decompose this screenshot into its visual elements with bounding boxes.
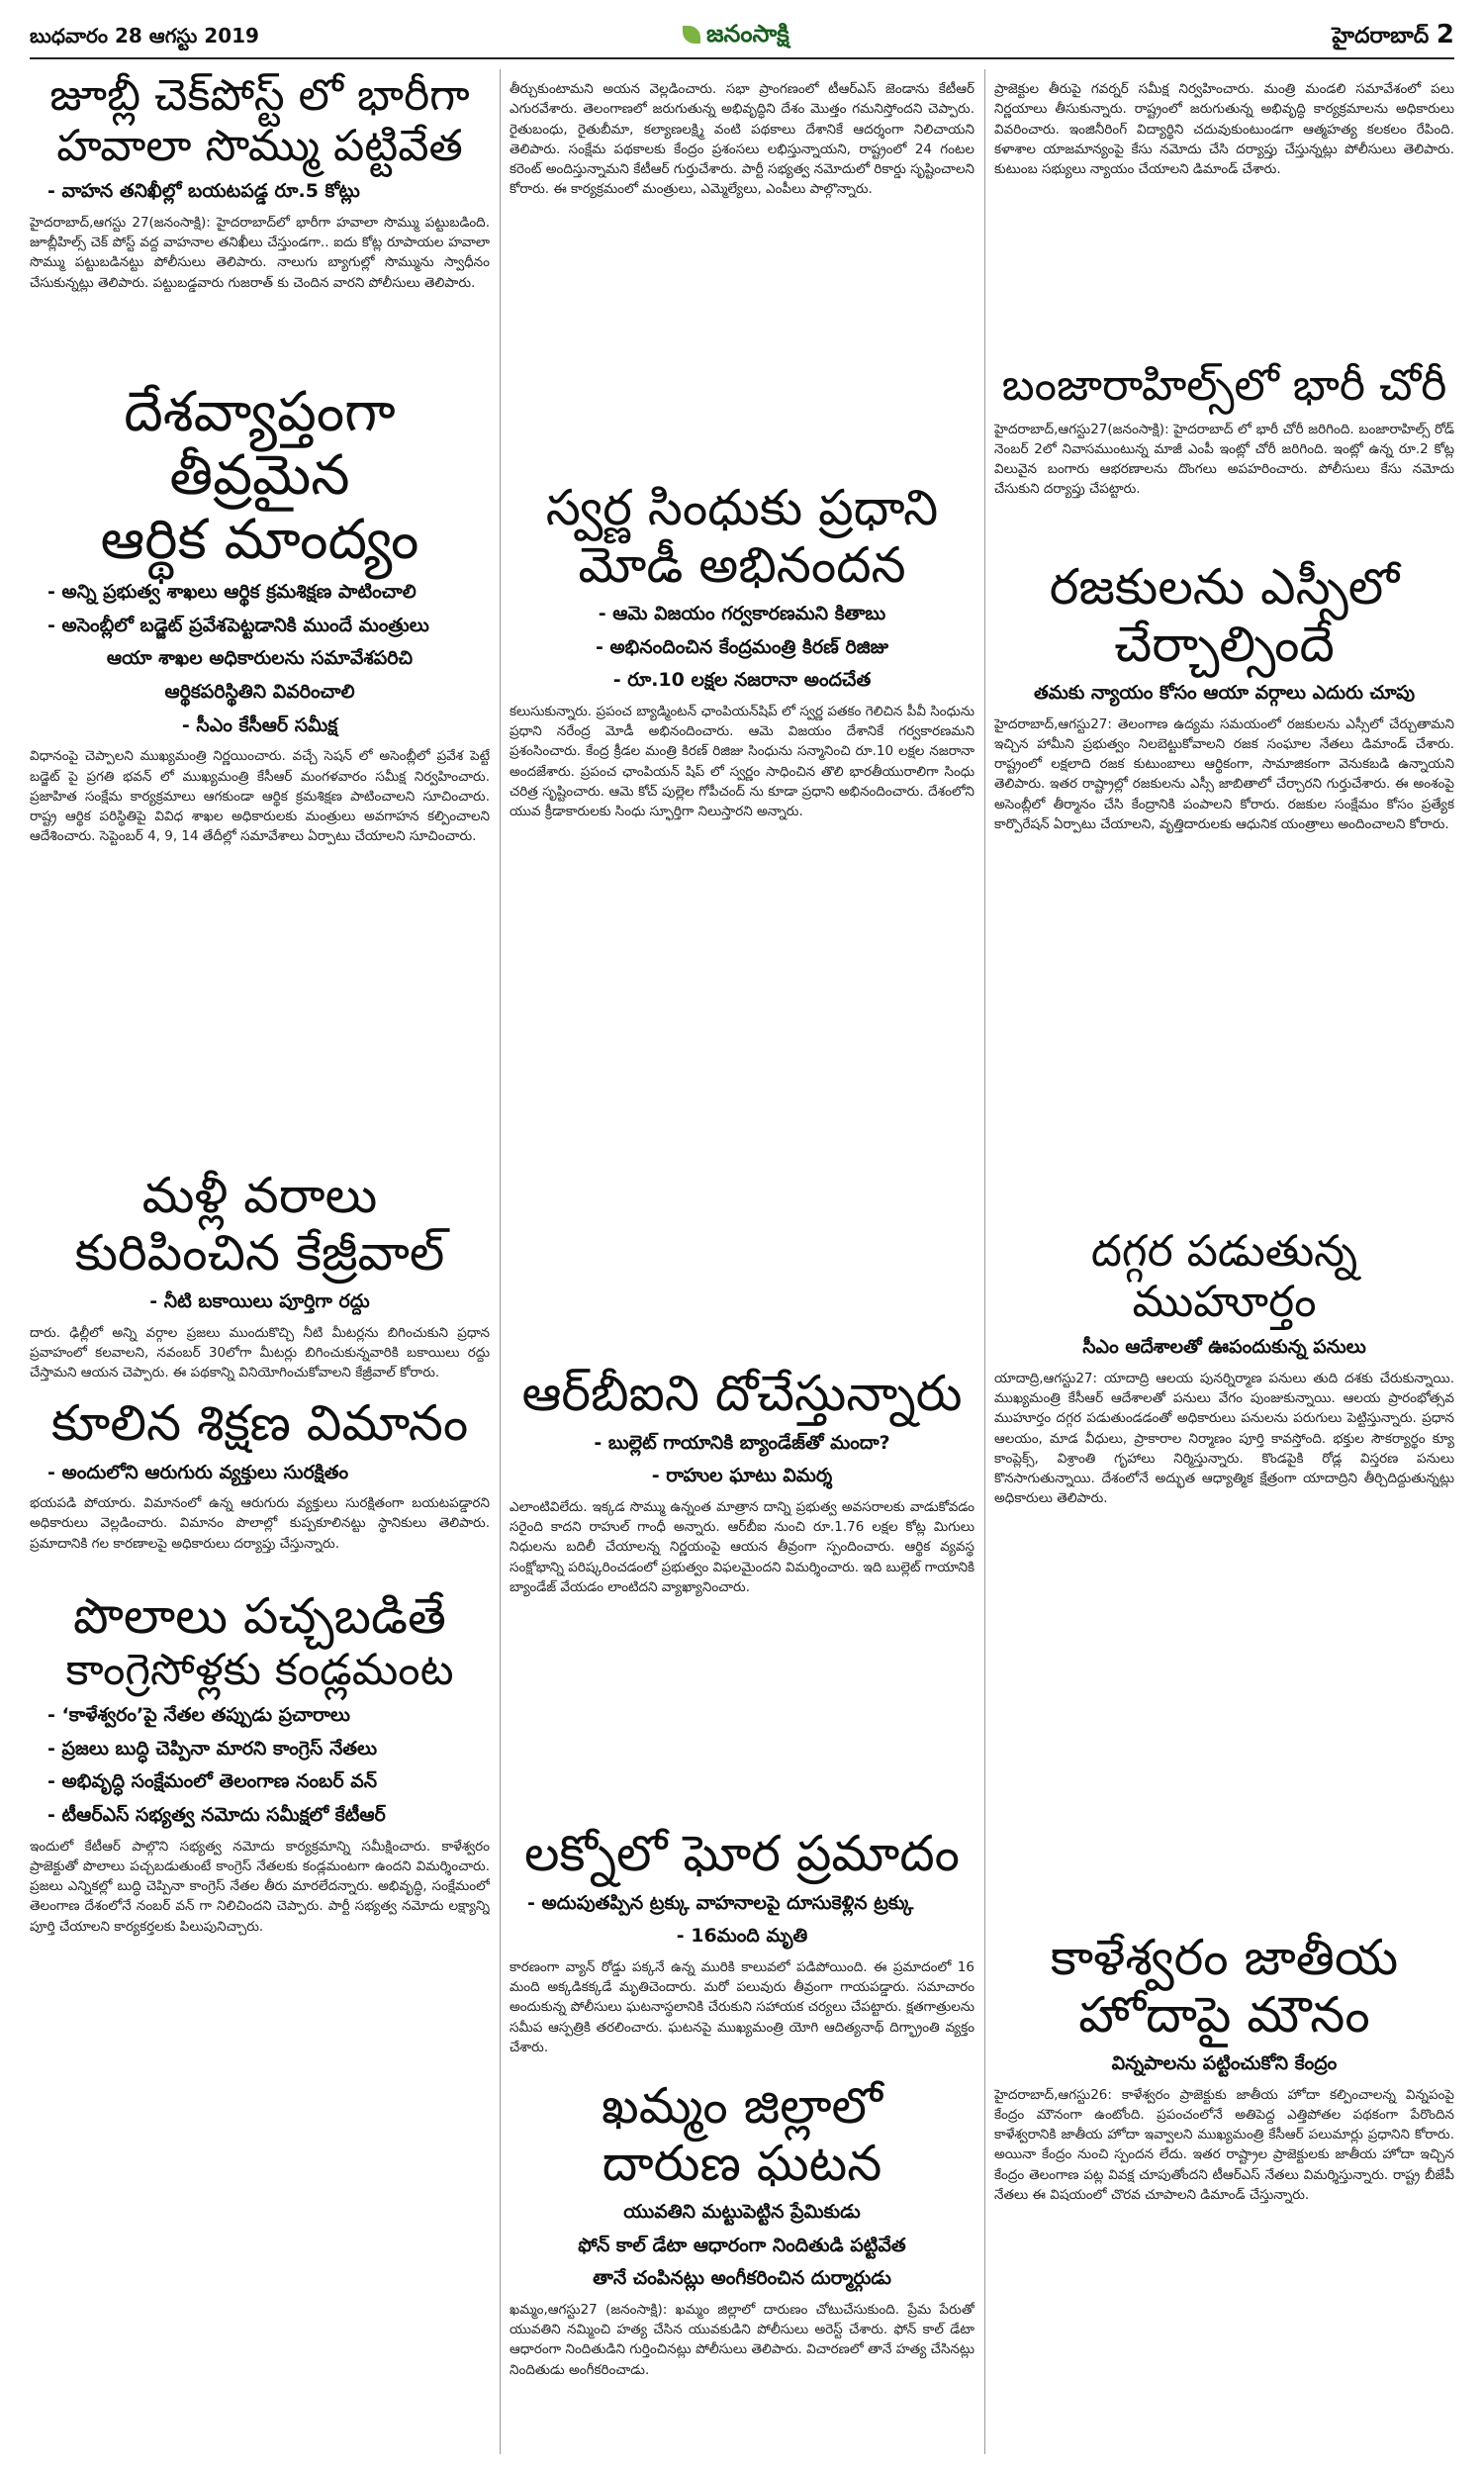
subheadline: - ఆమె విజయం గర్వకారణమని కితాబు xyxy=(598,603,886,624)
headline: పొలాలు పచ్చబడితే xyxy=(73,1588,446,1645)
headline: జూబ్లీ చెక్‌పోస్ట్‌ లో భారీగా xyxy=(49,71,470,121)
subheadline: - సీఎం కేసీఆర్‌ సమీక్ష xyxy=(181,714,338,736)
article-lucknow-accident xyxy=(510,1826,974,2063)
headline: స్వర్ణ సింధుకు ప్రధాని xyxy=(545,480,939,536)
column-divider xyxy=(984,69,985,2454)
subheadline: తానే చంపినట్లు అంగీకరించిన దుర్మార్గుడు xyxy=(593,2267,891,2290)
masthead xyxy=(30,14,1454,59)
subheadline: - టీఆర్‌ఎస్‌ సభ్యత్వ నమోదు సమీక్షలో కేటీఆర్‌ xyxy=(47,1804,386,1827)
article-body: కారణంగా వ్యాన్‌ రోడ్డు పక్కనే ఉన్న మురికి కాలువలో పడిపోయింది. ఈ ప్రమాదంలో 16 మంది అక్కడికక్కడే మృతిచెందారు. మరో పలువురు తీవ్రంగా గాయపడ్డారు. సమాచారం అందుకున్న పోలీసులు ఘటనాస్థలానికి చేరుకుని సహాయక చర్యలు చేపట్టారు. క్షతగాత్రులను సమీప ఆస్పత్రికి తరలించారు. ఘటనపై ముఖ్యమంత్రి యోగి ఆదిత్యనాథ్‌ దిగ్భ్రాంతి వ్యక్తం చేశారు. xyxy=(510,1958,974,2055)
headline: లక్నోలో ఘోర ప్రమాదం xyxy=(523,1826,961,1882)
logo-text: జనంసాక్షి xyxy=(706,20,789,48)
subheadline: విన్నపాలను పట్టించుకోని కేంద్రం xyxy=(1111,2052,1338,2074)
article-banjara-hills-theft xyxy=(994,361,1454,549)
article-body: ఇందులో కేటీఆర్‌ పాల్గొని సభ్యత్వ నమోదు కార్యక్రమాన్ని సమీక్షించారు. కాళేశ్వరం ప్రాజెక్టుతో పొలాలు పచ్చబడుతుంటే కాంగ్రెస్‌ నేతలకు కండ్లమంటగా ఉందని విమర్శించారు. ప్రజలు ఎన్నికల్లో బుద్ధి చెప్పినా కాంగ్రెస్‌ నేతల తీరు మారలేదన్నారు. అభివృద్ధి, సంక్షేమంలో తెలంగాణ దేశంలోనే నంబర్‌ వన్‌ గా నిలిచిందని చెప్పారు. పార్టీ సభ్యత్వ నమోదు లక్ష్యాన్ని పూర్తి చేయాలని కార్యకర్తలకు పిలుపునిచ్చారు. xyxy=(30,1838,490,1935)
article-body: హైదరాబాద్‌,ఆగస్టు 27(జనంసాక్షి): హైదరాబాద్‌లో భారీగా హవాలా సొమ్ము పట్టుబడింది. జూబ్లీహిల్స్‌ చెక్‌ పోస్ట్‌ వద్ద వాహనాల తనిఖీలు చేస్తుండగా.. ఐదు కోట్ల రూపాయల హవాలా సొమ్ము పట్టుబడినట్టు పోలీసులు తెలిపారు. నాలుగు బ్యాగుల్లో సొమ్మును స్వాధీనం చేసుకున్నట్లు తెలిపారు. పట్టుబడ్డవారు గుజరాత్‌ కు చెందిన వారని పోలీసులు తెలిపారు. xyxy=(30,214,490,291)
headline: కూలిన శిక్షణ విమానం xyxy=(50,1395,469,1452)
headline: దగ్గర పడుతున్న ముహూర్తం xyxy=(1090,1227,1358,1327)
article-plane-crash xyxy=(30,1395,490,1573)
newspaper-logo xyxy=(683,20,789,53)
headline: మోడీ అభినందన xyxy=(578,535,906,594)
subheadline: యువతిని మట్టుపెట్టిన ప్రేమికుడు xyxy=(623,2201,861,2223)
article-body: విధానంపై చెప్పాలని ముఖ్యమంత్రి నిర్ణయించారు. వచ్చే సెషన్‌ లో అసెంబ్లీలో ప్రవేశ పెట్టే బడ్జెట్‌ పై ప్రగతి భవన్‌ లో ముఖ్యమంత్రి కేసీఆర్‌ మంగళవారం సమీక్ష నిర్వహించారు. ప్రజాహిత సంక్షేమ కార్యక్రమాలు ఆగకుండా ఆర్థిక క్రమశిక్షణ పాటించాలని సూచించారు. రాష్ట్ర ఆర్థిక పరిస్థితిపై వివిధ శాఖల అధికారులకు మంత్రులు అవగాహన కల్పించాలని ఆదేశించారు. సెప్టెంబర్‌ 4, 9, 14 తేదీల్లో సమావేశాలు ఏర్పాటు చేయాలని సూచించారు. xyxy=(30,748,490,845)
article-continued-ktr xyxy=(510,71,974,467)
headline: దేశవ్యాప్తంగా తీవ్రమైన xyxy=(124,381,396,509)
article-body: హైదరాబాద్‌,ఆగస్టు27: తెలంగాణ ఉద్యమ సమయంలో రజకులను ఎస్సీలో చేర్చుతామని ఇచ్చిన హామీని ప్రభుత్వం నిలబెట్టుకోవాలని రజక సంఘాల నేతలు డిమాండ్‌ చేశారు. రాష్ట్రంలో లక్షలాది రజక కుటుంబాలు ఆర్థికంగా, సామాజికంగా వెనుకబడి ఉన్నాయని తెలిపారు. ఇతర రాష్ట్రాల్లో రజకులను ఎస్సీ జాబితాలో చేర్చారని గుర్తుచేశారు. ఈ అంశంపై అసెంబ్లీలో తీర్మానం చేసి కేంద్రానికి పంపాలని కోరారు. రజకుల సంక్షేమం కోసం ప్రత్యేక కార్పొరేషన్‌ ఏర్పాటు చేయాలని, వృత్తిదారులకు ఆధునిక యంత్రాలు అందించాలని కోరారు. xyxy=(994,715,1454,832)
subheadline: ఫోన్‌ కాల్‌ డేటా ఆధారంగా నిందితుడి పట్టివేత xyxy=(578,2234,906,2256)
article-body: ప్రాజెక్టుల తీరుపై గవర్నర్‌ సమీక్ష నిర్వహించారు. మంత్రి మండలి సమావేశంలో పలు నిర్ణయాలు తీసుకున్నారు. రాష్ట్రంలో జరుగుతున్న అభివృద్ధి కార్యక్రమాలను అధికారులు వివరించారు. ఇంజినీరింగ్‌ విద్యార్థిని చదువుకుంటుండగా ఆత్మహత్య కలకలం రేపింది. కళాశాల యాజమాన్యంపై కేసు నమోదు చేసి దర్యాప్తు చేస్తున్నట్లు పోలీసులు తెలిపారు. కుటుంబ సభ్యులు న్యాయం చేయాలని డిమాండ్‌ చేశారు. xyxy=(994,81,1454,177)
article-kejriwal xyxy=(30,1168,490,1390)
headline: ఆర్థిక మాంద్యం xyxy=(100,507,419,572)
article-body: ఎలాంటివిలేదు. ఇక్కడ సొమ్ము ఉన్నంత మాత్రాన దాన్ని ప్రభుత్వ అవసరాలకు వాడుకోవడం సరైంది కాదని రాహుల్‌ గాంధీ అన్నారు. ఆర్‌బీఐ నుంచి రూ.1.76 లక్షల కోట్ల మిగులు నిధులను బదిలీ చేయాలన్న నిర్ణయంపై ఆయన తీవ్రంగా స్పందించారు. ఆర్థిక వ్యవస్థ సంక్షోభాన్ని పరిష్కరించడంలో ప్రభుత్వం విఫలమైందని విమర్శించారు. ఇది బుల్లెట్‌ గాయానికి బ్యాండేజ్‌ వేయడం లాంటిదని వ్యాఖ్యానించారు. xyxy=(510,1498,974,1595)
headline: ఆర్‌బీఐని దోచేస్తున్నారు xyxy=(521,1366,963,1422)
article-economic-slowdown xyxy=(30,381,490,866)
article-body: దారు. ఢిల్లీలో అన్ని వర్గాల ప్రజలు ముందుకొచ్చి నీటి మీటర్లను బిగించుకుని ప్రధాన ప్రవాహంలో కలవాలని, నవంబర్‌ 30లోగా మీటర్లు బిగించుకున్నవారికి బకాయిలు రద్దు చేస్తామని ఆయన చెప్పారు. ఈ పథకాన్ని వినియోగించుకోవాలని కేజ్రీవాల్‌ కోరారు. xyxy=(30,1324,490,1381)
article-sindhu xyxy=(510,480,974,1331)
subheadline: - 16మంది మృతి xyxy=(676,1925,808,1948)
subheadline: - వాహన తనిఖీల్లో బయటపడ్డ రూ.5 కోట్లు xyxy=(47,180,360,203)
subheadline: - రాహుల ఘాటు విమర్శ xyxy=(651,1465,833,1487)
article-kaleshwaram xyxy=(994,1930,1454,2459)
subheadline: - అభివృద్ధి సంక్షేమంలో తెలంగాణ నంబర్‌ వన్‌ xyxy=(47,1770,378,1793)
subheadline: ఆర్థికపరిస్థితిని వివరించాలి xyxy=(164,681,355,704)
headline: హోదాపై మౌనం xyxy=(1078,1985,1370,2044)
page-number: 2 xyxy=(1436,20,1454,49)
article-body: హైదరాబాద్‌,ఆగస్టు26: కాళేశ్వరం ప్రాజెక్టుకు జాతీయ హోదా కల్పించాలన్న విన్నపంపై కేంద్రం మౌనంగా ఉంటోంది. ప్రపంచంలోనే అతిపెద్ద ఎత్తిపోతల పథకంగా పేరొందిన కాళేశ్వరానికి జాతీయ హోదా ఇవ్వాలని ముఖ్యమంత్రి కేసీఆర్‌ పలుమార్లు ప్రధానిని కోరారు. అయినా కేంద్రం నుంచి స్పందన లేదు. ఇతర రాష్ట్రాల ప్రాజెక్టులకు జాతీయ హోదా ఇచ్చిన కేంద్రం తెలంగాణ పట్ల వివక్ష చూపుతోందని టీఆర్‌ఎస్‌ నేతలు విమర్శిస్తున్నారు. రాష్ట్ర బీజేపీ నేతలు ఈ విషయంలో చొరవ చూపాలని డిమాండ్‌ చేస్తున్నారు. xyxy=(994,2086,1454,2203)
headline: బంజారాహిల్స్‌లో భారీ చోరీ xyxy=(1001,361,1447,411)
subheadline: - అసెంబ్లీలో బడ్జెట్‌ ప్రవేశపెట్టడానికి ముందే మంత్రులు xyxy=(47,614,429,636)
subheadline: - రూ.10 లక్షల నజరానా అందచేత xyxy=(612,669,872,692)
subheadline: - అభినందించిన కేంద్రమంత్రి కిరణ్‌ రిజిజు xyxy=(595,635,889,658)
article-body: భయపడి పోయారు. విమానంలో ఉన్న ఆరుగురు వ్యక్తులు సురక్షితంగా బయటపడ్డారని అధికారులు వెల్లడించారు. విమానం పొలాల్లో కుప్పకూలినట్టు స్థానికులు తెలిపారు. ప్రమాదానికి గల కారణాలపై అధికారులు దర్యాప్తు చేస్తున్నారు. xyxy=(30,1495,490,1552)
headline: ఖమ్మం జిల్లాలో xyxy=(602,2078,882,2135)
subheadline: - అన్ని ప్రభుత్వ శాఖలు ఆర్థిక క్రమశిక్షణ పాటించాలి xyxy=(47,581,417,604)
article-body: యాదాద్రి,ఆగస్టు27: యాదాద్రి ఆలయ పునర్నిర్మాణ పనులు తుది దశకు చేరుకున్నాయి. ముఖ్యమంత్రి కేసీఆర్‌ ఆదేశాలతో పనులు వేగం పుంజుకున్నాయి. ఆలయ ప్రారంభోత్సవ ముహూర్తం దగ్గర పడుతుండడంతో అధికారులు పనులను పరుగులు పెట్టిస్తున్నారు. ప్రధాన ఆలయం, మాడ వీధులు, ప్రాకారాల నిర్మాణం పూర్తి కావస్తోంది. భక్తుల సౌకర్యార్థం క్యూ కాంప్లెక్స్‌, విశ్రాంతి గృహాలు నిర్మిస్తున్నారు. కొండపైకి రోడ్ల విస్తరణ పనులు కొనసాగుతున్నాయి. దేశంలోనే అద్భుత ఆధ్యాత్మిక క్షేత్రంగా యాదాద్రిని తీర్చిదిద్దుతున్నట్లు అధికారులు తెలిపారు. xyxy=(994,1370,1454,1507)
article-rbi xyxy=(510,1366,974,1811)
article-body: తీర్చుకుంటామని అయన వెల్లడించారు. సభా ప్రాంగణంలో టీఆర్‌ఎస్‌ జెండాను కేటీఆర్‌ ఎగురవేశారు. తెలంగాణలో జరుగుతున్న అభివృద్ధిని దేశం మొత్తం గమనిస్తోందని చెప్పారు. రైతుబంధు, రైతుబీమా, కల్యాణలక్ష్మి వంటి పథకాలు దేశానికే ఆదర్శంగా నిలిచాయని తెలిపారు. సంక్షేమ పథకాలకు కేంద్రం ప్రశంసలు లభిస్తున్నాయని, రాష్ట్రంలో 24 గంటల కరెంట్‌ అందిస్తున్నామని కేటీఆర్‌ గుర్తుచేశారు. పార్టీ సభ్యత్వ నమోదులో రికార్డు సృష్టించాలని కోరారు. ఈ కార్యక్రమంలో మంత్రులు, ఎమ్మెల్యేలు, ఎంపీలు పాల్గొన్నారు. xyxy=(510,81,974,198)
article-ktr-congress xyxy=(30,1588,490,2459)
subheadline: - ప్రజలు బుద్ధి చెప్పినా మారని కాంగ్రెస్‌ నేతలు xyxy=(47,1737,378,1760)
subheadline: - అందులోని ఆరుగురు వ్యక్తులు సురక్షితం xyxy=(47,1461,349,1483)
headline: హవాలా సొమ్ము పట్టివేత xyxy=(56,120,463,171)
headline: రజకులను ఎస్సీలో xyxy=(1049,559,1400,616)
subheadline: ఆయా శాఖల అధికారులను సమావేశపరిచి xyxy=(106,647,414,670)
leaf-icon xyxy=(683,26,700,44)
article-body: ఖమ్మం,ఆగస్టు27 (జనంసాక్షి): ఖమ్మం జిల్లాలో దారుణం చోటుచేసుకుంది. ప్రేమ పేరుతో యువతిని నమ్మించి హత్య చేసిన యువకుడిని పోలీసులు అరెస్ట్‌ చేశారు. ఫోన్‌ కాల్‌ డేటా ఆధారంగా నిందితుడిని గుర్తించినట్లు పోలీసులు తెలిపారు. విచారణలో తానే హత్య చేసినట్లు నిందితుడు అంగీకరించాడు. xyxy=(510,2301,974,2378)
subheadline: - బుల్లెట్‌ గాయానికి బ్యాండేజ్‌తో మందా? xyxy=(594,1431,890,1454)
headline: మళ్లీ వరాలు xyxy=(141,1168,378,1224)
article-hawala xyxy=(30,71,490,368)
column-divider xyxy=(500,69,501,2454)
headline: కాంగ్రెసోళ్లకు కండ్లమంట xyxy=(65,1644,454,1695)
article-khammam xyxy=(510,2078,974,2459)
subheadline: - ‘కాళేశ్వరం’పై నేతల తప్పుడు ప్రచారాలు xyxy=(47,1704,350,1727)
headline: కాళేశ్వరం జాతీయ xyxy=(1050,1930,1399,1986)
headline: దారుణ ఘటన xyxy=(602,2134,882,2192)
subheadline: సీఎం ఆదేశాలతో ఊపందుకున్న పనులు xyxy=(1082,1336,1366,1359)
subheadline: - నీటి బకాయిలు పూర్తిగా రద్దు xyxy=(149,1290,370,1312)
article-rajakas xyxy=(994,559,1454,1217)
article-col3-top xyxy=(994,71,1454,348)
headline: చేర్చాల్సిందే xyxy=(1114,615,1335,673)
edition-label xyxy=(1332,20,1454,53)
article-body: కలుసుకున్నారు. ప్రపంచ బ్యాడ్మింటన్‌ ఛాంపియన్‌షిప్‌ లో స్వర్ణ పతకం గెలిచిన పీవీ సింధును ప్రధాని నరేంద్ర మోడీ అభినందించారు. ఆమె విజయం దేశానికే గర్వకారణమని ప్రశంసించారు. కేంద్ర క్రీడల మంత్రి కిరణ్‌ రిజిజు సింధును సన్మానించి రూ.10 లక్షల నజరానా అందజేశారు. ప్రపంచ ఛాంపియన్‌ షిప్‌ లో స్వర్ణం సాధించిన తొలి భారతీయురాలిగా సింధు చరిత్ర సృష్టించారు. ఆమె కోచ్‌ పుల్లెల గోపీచంద్‌ ను కూడా ప్రధాని అభినందించారు. దేశంలోని యువ క్రీడాకారులకు సింధు స్ఫూర్తిగా నిలుస్తారని అన్నారు. xyxy=(510,703,974,820)
subheadline: - అదుపుతప్పిన ట్రక్కు వాహనాలపై దూసుకెళ్లిన ట్రక్కు xyxy=(527,1891,914,1914)
subheadline: తమకు న్యాయం కోసం ఆయా వర్గాలు ఎదురు చూపు xyxy=(1033,682,1416,704)
headline: కురిపించిన కేజ్రీవాల్‌ xyxy=(74,1223,445,1282)
article-yadadri xyxy=(994,1227,1454,1920)
edition-city: హైదరాబాద్ xyxy=(1332,24,1430,48)
issue-date: బుధవారం 28 ఆగస్టు 2019 xyxy=(30,24,259,48)
article-body: హైదరాబాద్‌,ఆగస్టు27(జనంసాక్షి): హైదరాబాద్‌ లో భారీ చోరీ జరిగింది. బంజారాహిల్స్‌ రోడ్‌ నెంబర్‌ 2లో నివాసముంటున్న మాజీ ఎంపీ ఇంట్లో చోరీ జరిగింది. ఇంట్లో ఉన్న రూ.2 కోట్ల విలువైన బంగారు ఆభరణాలను దొంగలు అపహరించారు. పోలీసులు కేసు నమోదు చేసుకుని దర్యాప్తు చేపట్టారు. xyxy=(994,421,1454,498)
